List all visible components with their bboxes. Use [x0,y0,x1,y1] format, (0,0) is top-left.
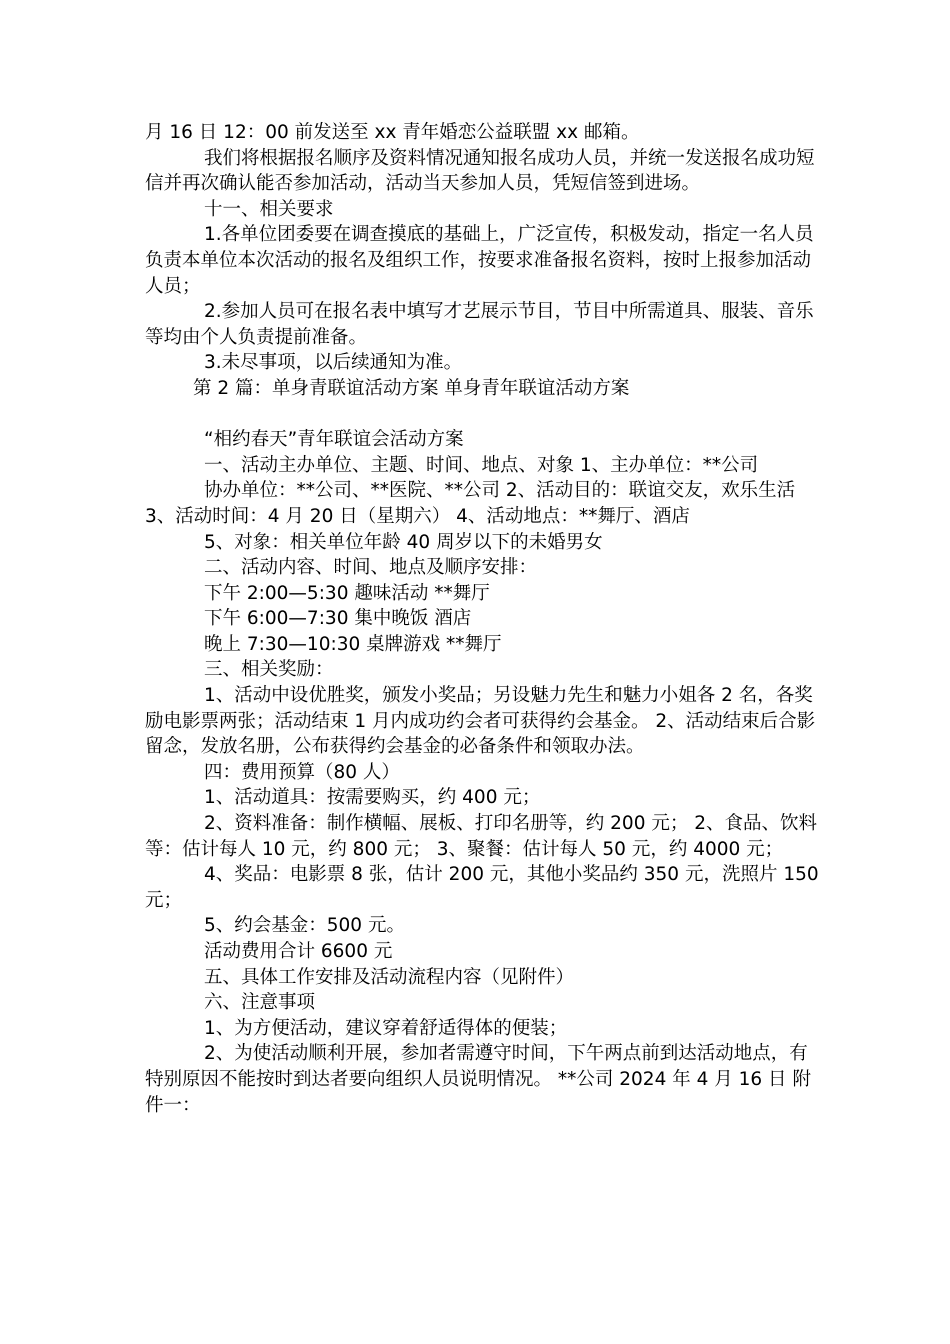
blank-line [145,402,825,428]
paragraph: 1.各单位团委要在调查摸底的基础上，广泛宣传，积极发动，指定一名人员负责本单位本次活动的报名及组织工作，按要求准备报名资料，按时上报参加活动人员； [145,224,814,297]
paragraph: 1、活动中设优胜奖，颁发小奖品；另设魅力先生和魅力小姐各 2 名，各奖励电影票两张；活动结束 1 月内成功约会者可获得约会基金。 2、活动结束后合影留念，发放名册，公布获得约会基金的必备条件和领取办法。 [145,685,816,758]
section-heading: 六、注意事项 [204,992,316,1014]
budget-item: 2、资料准备：制作横幅、展板、打印名册等，约 200 元； 2、食品、饮料等：估计每人 10 元，约 800 元； 3、聚餐：估计每人 50 元，约 4000 元； [145,813,817,860]
notice-item: 2、为使活动顺利开展，参加者需遵守时间，下午两点前到达活动地点，有特别原因不能按时到达者要向组织人员说明情况。 **公司 2024 年 4 月 16 日 附件一： [145,1043,811,1116]
paragraph: 月 16 日 12：00 前发送至 xx 青年婚恋公益联盟 xx 邮箱。 [145,122,640,143]
budget-item: 5、约会基金：500 元。 [204,915,405,937]
notice-item: 1、为方便活动，建议穿着舒适得体的便装； [204,1017,568,1039]
budget-item: 4、奖品：电影票 8 张，估计 200 元，其他小奖品约 350 元，洗照片 150 元； [145,864,819,911]
section-heading: 二、活动内容、时间、地点及顺序安排： [204,557,538,579]
schedule-item: 下午 6:00—7:30 集中晚饭 酒店 [204,608,472,630]
paragraph: 我们将根据报名顺序及资料情况通知报名成功人员，并统一发送报名成功短信并再次确认能否参加活动，活动当天参加人员，凭短信签到进场。 [145,147,815,195]
article-title: 第 2 篇：单身青联谊活动方案 单身青年联谊活动方案 [193,377,630,399]
document-body [145,120,825,1118]
budget-item: 1、活动道具：按需要购买，约 400 元； [204,787,541,809]
paragraph: 协办单位：**公司、**医院、**公司 2、活动目的：联谊交友，欢乐生活 3、活动时间：4 月 20 日（星期六） 4、活动地点：**舞厅、酒店 [145,480,796,527]
budget-total: 活动费用合计 6600 元 [204,941,393,962]
plan-title: “相约春天”青年联谊会活动方案 [204,429,464,451]
section-heading: 四：费用预算（80 人） [204,761,400,783]
paragraph: 3.未尽事项，以后续通知为准。 [204,352,463,374]
paragraph: 2.参加人员可在报名表中填写才艺展示节目，节目中所需道具、服装、音乐等均由个人负责提前准备。 [145,301,814,348]
paragraph: 5、对象：相关单位年龄 40 周岁以下的未婚男女 [204,531,603,553]
section-heading: 一、活动主办单位、主题、时间、地点、对象 1、主办单位：**公司 [204,454,759,476]
section-heading: 三、相关奖励： [204,659,334,681]
schedule-item: 下午 2:00—5:30 趣味活动 **舞厅 [204,582,490,604]
section-heading: 十一、相关要求 [204,198,334,220]
schedule-item: 晚上 7:30—10:30 桌牌游戏 **舞厅 [204,633,502,655]
section-heading: 五、具体工作安排及活动流程内容（见附件） [204,966,575,988]
